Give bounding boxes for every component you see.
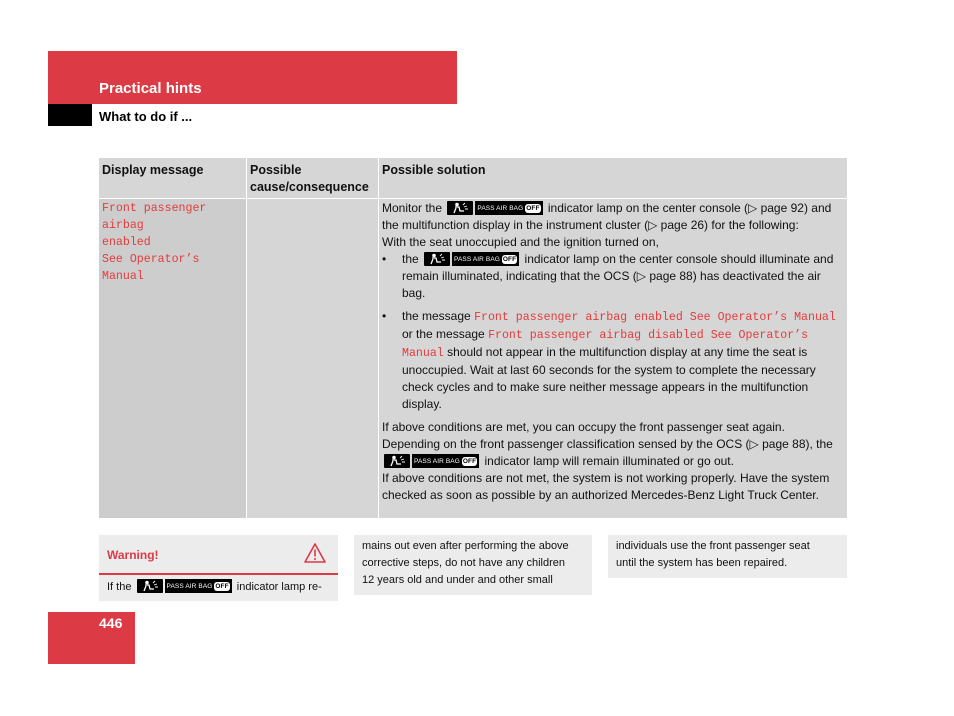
- text: the message: [402, 309, 471, 323]
- seat-occupant-icon: [424, 252, 450, 266]
- bullet-dot: •: [382, 252, 387, 266]
- text: Monitor the: [382, 201, 443, 215]
- solution-paragraph: With the seat unoccupied and the ignition turned on,: [382, 235, 659, 249]
- warning-line: 12 years old and under and other small: [362, 574, 553, 586]
- warning-triangle-icon: [304, 543, 326, 568]
- solution-paragraph: If above conditions are not met, the system is not working properly. Have the system checked as soon as possible by an authorized Mercedes-Benz Light Truck Center.: [382, 471, 830, 502]
- indicator-label: [412, 454, 479, 468]
- indicator-text: PASS AIR BAG: [166, 582, 213, 590]
- text: indicator lamp re-: [236, 581, 322, 593]
- header-display-message: Display message: [99, 158, 246, 198]
- display-message-line: enabled: [102, 236, 151, 249]
- warning-divider: [99, 573, 338, 575]
- seat-occupant-icon: [384, 454, 410, 468]
- pass-air-bag-off-indicator: [137, 579, 232, 593]
- text: If above conditions are met, you can occupy the front passenger seat again. Depending on the front passenger classification sensed by the OCS (▷ page 88), the: [382, 420, 833, 451]
- text: indicator lamp will remain illuminated or go out.: [484, 454, 734, 468]
- indicator-label: [475, 201, 542, 215]
- indicator-text: PASS AIR BAG: [414, 457, 460, 465]
- indicator-label: [165, 579, 232, 593]
- display-message-inline: Front passenger airbag enabled See Operator’s Manual: [474, 311, 836, 324]
- text: If the: [107, 581, 132, 593]
- solution-paragraph: [382, 419, 844, 470]
- display-message-inline: Front passenger airbag disabled See Operator’s Manual: [402, 329, 809, 360]
- warning-text: [107, 579, 322, 596]
- possible-solution-cell: [379, 199, 847, 518]
- indicator-label: [452, 252, 519, 266]
- text: indicator lamp on the center console (▷ page 92) and the multifunction display in the instrument cluster (▷ page 26) for the following:: [382, 201, 832, 232]
- possible-cause-cell: [247, 199, 378, 518]
- subsection-title: What to do if ...: [99, 109, 193, 124]
- indicator-off-badge: OFF: [462, 457, 477, 465]
- display-message-table: [99, 158, 847, 518]
- pass-air-bag-off-indicator: [384, 454, 479, 468]
- text: the: [402, 252, 419, 266]
- section-tab-marker: [48, 104, 92, 126]
- display-message-line: See Operator’s Manual: [102, 253, 200, 283]
- text: or the message: [402, 327, 485, 341]
- indicator-off-badge: OFF: [215, 582, 229, 590]
- display-message-cell: [99, 199, 246, 518]
- page-number: 446: [99, 615, 123, 631]
- warning-line: until the system has been repaired.: [616, 557, 788, 569]
- warning-line: corrective steps, do not have any children: [362, 557, 566, 569]
- header-possible-solution: Possible solution: [379, 158, 847, 198]
- text: should not appear in the multifunction display at any time the seat is unoccupied. Wait at last 60 seconds for the system to complete the necessary check cycles and to make sure neither message appears in the multifunction display.: [402, 345, 816, 411]
- seat-occupant-icon: [137, 579, 163, 593]
- warning-label: Warning!: [107, 548, 159, 562]
- warning-continuation: [354, 535, 592, 595]
- seat-occupant-icon: [447, 201, 473, 215]
- header-possible-cause: Possible cause/consequence: [247, 158, 378, 198]
- solution-paragraph: [382, 200, 844, 234]
- pass-air-bag-off-indicator: [447, 201, 542, 215]
- warning-line: individuals use the front passenger seat: [616, 540, 810, 552]
- warning-header: [99, 535, 338, 574]
- indicator-off-badge: OFF: [526, 204, 540, 212]
- solution-bullet: [382, 308, 844, 413]
- warning-box: [99, 535, 338, 601]
- warning-continuation: [608, 535, 847, 578]
- indicator-off-badge: OFF: [502, 255, 517, 263]
- pass-air-bag-off-indicator: [424, 252, 519, 266]
- indicator-text: PASS AIR BAG: [454, 255, 500, 263]
- display-message-line: Front passenger airbag: [102, 202, 207, 232]
- indicator-text: PASS AIR BAG: [477, 204, 524, 212]
- section-title: Practical hints: [99, 80, 202, 97]
- text: indicator lamp on the center console should illuminate and remain illuminated, indicating that the OCS (▷ page 88) has deactivated the air bag.: [402, 252, 834, 300]
- warning-line: mains out even after performing the above: [362, 540, 569, 552]
- bullet-dot: •: [382, 309, 387, 323]
- solution-bullet: [382, 251, 844, 302]
